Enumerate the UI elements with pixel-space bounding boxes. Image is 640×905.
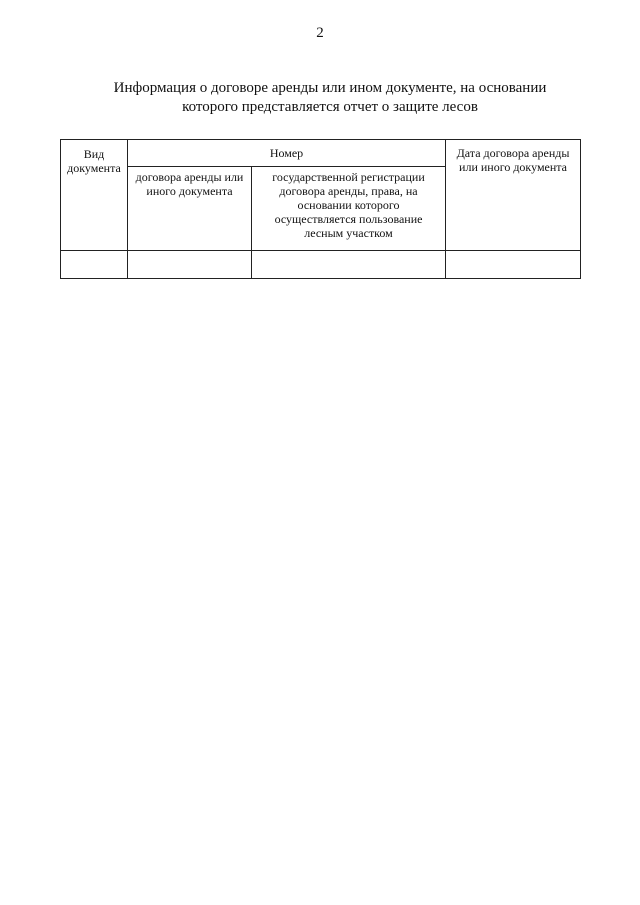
table-header-row xyxy=(61,140,581,167)
header-document-kind xyxy=(61,140,128,251)
header-number-label: Номер xyxy=(269,146,304,160)
cell-contract-number[interactable] xyxy=(128,251,252,279)
cell-registration-number[interactable] xyxy=(252,251,446,279)
title-line-1: Информация о договоре аренды или ином документе, на основании xyxy=(113,80,547,96)
header-document-kind-line-2: документа xyxy=(67,161,121,175)
subheader-contract-number xyxy=(128,167,252,251)
page-number: 2 xyxy=(316,25,324,41)
header-number xyxy=(128,140,446,167)
cell-document-kind[interactable] xyxy=(61,251,128,279)
header-document-date-line-2: или иного документа xyxy=(459,160,567,174)
subheader-registration-line-5: лесным участком xyxy=(304,226,393,240)
subheader-contract-line-1: договора аренды или xyxy=(135,170,244,184)
subheader-registration-number xyxy=(252,167,446,251)
title-line-2: которого представляется отчет о защите лесов xyxy=(182,99,478,115)
table-row xyxy=(61,251,581,279)
subheader-registration-line-2: договора аренды, права, на xyxy=(279,184,418,198)
lease-info-table xyxy=(60,139,581,279)
header-document-date-line-1: Дата договора аренды xyxy=(456,146,570,160)
subheader-registration-line-3: основании которого xyxy=(297,198,400,212)
header-document-date xyxy=(446,140,581,251)
header-document-kind-line-1: Вид xyxy=(83,147,105,161)
subheader-registration-line-1: государственной регистрации xyxy=(272,170,425,184)
subheader-registration-line-4: осуществляется пользование xyxy=(274,212,423,226)
subheader-contract-line-2: иного документа xyxy=(146,184,233,198)
document-title xyxy=(80,79,580,117)
cell-document-date[interactable] xyxy=(446,251,581,279)
